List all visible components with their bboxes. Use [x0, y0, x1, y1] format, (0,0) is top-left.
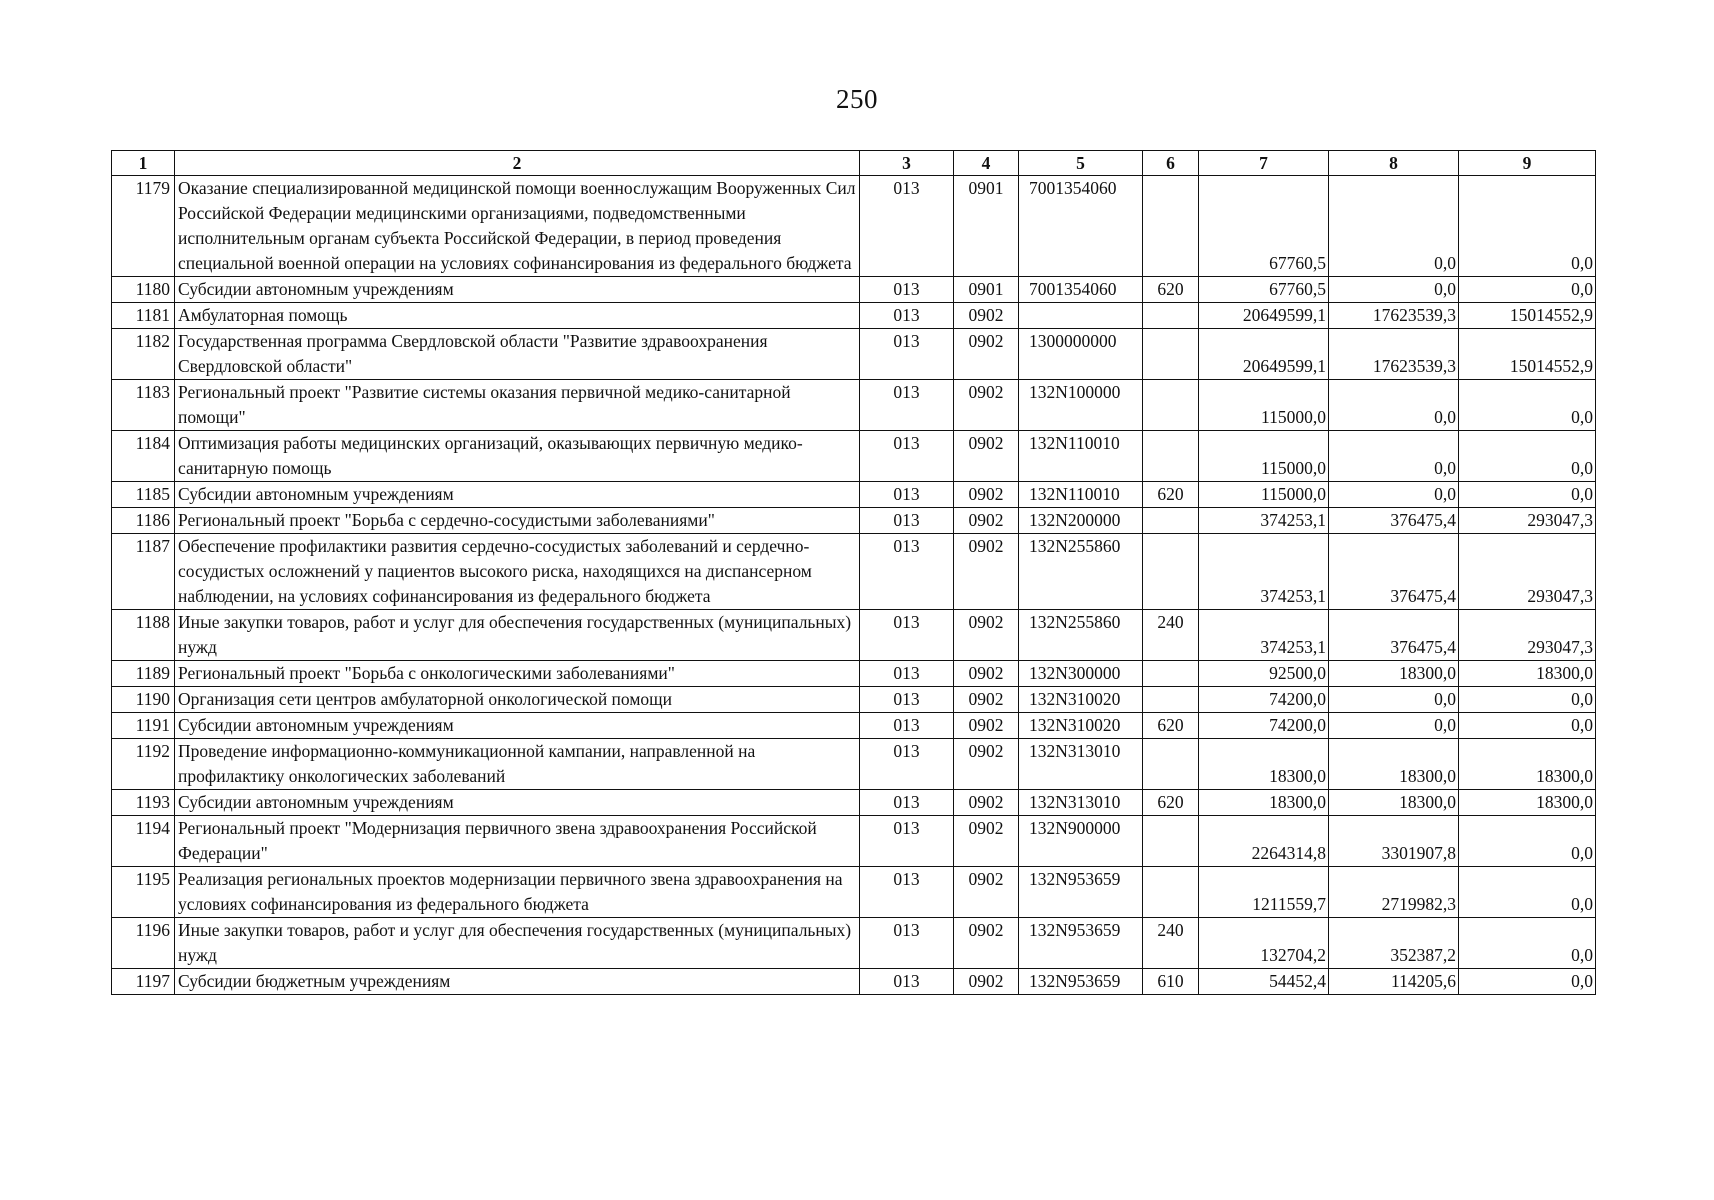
ministry-code-cell: 013: [860, 918, 954, 969]
row-number-cell: 1181: [112, 303, 175, 329]
section-code-cell: 0902: [954, 969, 1019, 995]
description-cell: Государственная программа Свердловской области "Развитие здравоохранения Свердловской области": [175, 329, 860, 380]
target-item-cell: 132N300000: [1019, 661, 1143, 687]
header-col-8: 8: [1329, 151, 1459, 176]
section-code-cell: 0902: [954, 482, 1019, 508]
section-code-cell: 0902: [954, 867, 1019, 918]
target-item-cell: 132N310020: [1019, 687, 1143, 713]
section-code-cell: 0902: [954, 610, 1019, 661]
amount-year3-cell: 15014552,9: [1459, 329, 1596, 380]
row-number-cell: 1189: [112, 661, 175, 687]
amount-year2-cell: 2719982,3: [1329, 867, 1459, 918]
amount-year2-cell: 352387,2: [1329, 918, 1459, 969]
expense-type-cell: [1143, 380, 1199, 431]
amount-year3-cell: 0,0: [1459, 431, 1596, 482]
expense-type-cell: [1143, 867, 1199, 918]
amount-year1-cell: 374253,1: [1199, 534, 1329, 610]
ministry-code-cell: 013: [860, 508, 954, 534]
row-number-cell: 1194: [112, 816, 175, 867]
amount-year2-cell: 0,0: [1329, 176, 1459, 277]
amount-year2-cell: 0,0: [1329, 380, 1459, 431]
header-row: [112, 151, 1596, 176]
amount-year1-cell: 132704,2: [1199, 918, 1329, 969]
target-item-cell: 132N313010: [1019, 739, 1143, 790]
expense-type-cell: [1143, 303, 1199, 329]
row-number-cell: 1196: [112, 918, 175, 969]
amount-year2-cell: 376475,4: [1329, 534, 1459, 610]
amount-year3-cell: 293047,3: [1459, 610, 1596, 661]
expense-type-cell: [1143, 739, 1199, 790]
ministry-code-cell: 013: [860, 431, 954, 482]
amount-year2-cell: 376475,4: [1329, 610, 1459, 661]
amount-year1-cell: 1211559,7: [1199, 867, 1329, 918]
section-code-cell: 0902: [954, 661, 1019, 687]
table-row: [112, 610, 1596, 661]
ministry-code-cell: 013: [860, 790, 954, 816]
section-code-cell: 0901: [954, 176, 1019, 277]
section-code-cell: 0902: [954, 790, 1019, 816]
target-item-cell: 132N953659: [1019, 969, 1143, 995]
header-col-4: 4: [954, 151, 1019, 176]
ministry-code-cell: 013: [860, 687, 954, 713]
amount-year1-cell: 115000,0: [1199, 380, 1329, 431]
target-item-cell: 132N310020: [1019, 713, 1143, 739]
amount-year3-cell: 0,0: [1459, 969, 1596, 995]
amount-year1-cell: 74200,0: [1199, 713, 1329, 739]
expense-type-cell: [1143, 508, 1199, 534]
description-cell: Субсидии автономным учреждениям: [175, 790, 860, 816]
row-number-cell: 1188: [112, 610, 175, 661]
row-number-cell: 1193: [112, 790, 175, 816]
target-item-cell: 7001354060: [1019, 176, 1143, 277]
table-row: [112, 790, 1596, 816]
amount-year3-cell: 0,0: [1459, 918, 1596, 969]
section-code-cell: 0902: [954, 713, 1019, 739]
ministry-code-cell: 013: [860, 277, 954, 303]
section-code-cell: 0901: [954, 277, 1019, 303]
expense-type-cell: 610: [1143, 969, 1199, 995]
table-row: [112, 687, 1596, 713]
expense-type-cell: 620: [1143, 482, 1199, 508]
section-code-cell: 0902: [954, 534, 1019, 610]
ministry-code-cell: 013: [860, 713, 954, 739]
description-cell: Иные закупки товаров, работ и услуг для обеспечения государственных (муниципальных) нужд: [175, 918, 860, 969]
amount-year1-cell: 54452,4: [1199, 969, 1329, 995]
amount-year1-cell: 18300,0: [1199, 739, 1329, 790]
amount-year1-cell: 67760,5: [1199, 176, 1329, 277]
table-row: [112, 329, 1596, 380]
description-cell: Амбулаторная помощь: [175, 303, 860, 329]
table-row: [112, 482, 1596, 508]
table-row: [112, 380, 1596, 431]
table-header: [112, 151, 1596, 176]
ministry-code-cell: 013: [860, 816, 954, 867]
section-code-cell: 0902: [954, 303, 1019, 329]
amount-year2-cell: 0,0: [1329, 277, 1459, 303]
amount-year2-cell: 18300,0: [1329, 739, 1459, 790]
section-code-cell: 0902: [954, 329, 1019, 380]
ministry-code-cell: 013: [860, 303, 954, 329]
amount-year2-cell: 114205,6: [1329, 969, 1459, 995]
ministry-code-cell: 013: [860, 739, 954, 790]
description-cell: Оказание специализированной медицинской помощи военнослужащим Вооруженных Сил Российской Федерации медицинскими организациями, подведомственными исполнительным органам субъекта Российской Федерации, в период проведения специальной военной операции на условиях софинансирования из федерального бюджета: [175, 176, 860, 277]
target-item-cell: 132N200000: [1019, 508, 1143, 534]
amount-year1-cell: 18300,0: [1199, 790, 1329, 816]
row-number-cell: 1185: [112, 482, 175, 508]
amount-year3-cell: 18300,0: [1459, 661, 1596, 687]
amount-year1-cell: 115000,0: [1199, 431, 1329, 482]
amount-year3-cell: 293047,3: [1459, 534, 1596, 610]
amount-year1-cell: 67760,5: [1199, 277, 1329, 303]
description-cell: Субсидии автономным учреждениям: [175, 277, 860, 303]
section-code-cell: 0902: [954, 739, 1019, 790]
ministry-code-cell: 013: [860, 867, 954, 918]
row-number-cell: 1192: [112, 739, 175, 790]
target-item-cell: 132N255860: [1019, 534, 1143, 610]
section-code-cell: 0902: [954, 380, 1019, 431]
row-number-cell: 1179: [112, 176, 175, 277]
target-item-cell: 1300000000: [1019, 329, 1143, 380]
target-item-cell: [1019, 303, 1143, 329]
expense-type-cell: [1143, 816, 1199, 867]
description-cell: Региональный проект "Борьба с сердечно-сосудистыми заболеваниями": [175, 508, 860, 534]
ministry-code-cell: 013: [860, 534, 954, 610]
expense-type-cell: [1143, 329, 1199, 380]
description-cell: Реализация региональных проектов модернизации первичного звена здравоохранения на условиях софинансирования из федерального бюджета: [175, 867, 860, 918]
amount-year3-cell: 0,0: [1459, 687, 1596, 713]
amount-year3-cell: 0,0: [1459, 713, 1596, 739]
expense-type-cell: [1143, 534, 1199, 610]
header-col-7: 7: [1199, 151, 1329, 176]
header-col-3: 3: [860, 151, 954, 176]
amount-year2-cell: 17623539,3: [1329, 303, 1459, 329]
row-number-cell: 1197: [112, 969, 175, 995]
header-col-5: 5: [1019, 151, 1143, 176]
target-item-cell: 7001354060: [1019, 277, 1143, 303]
ministry-code-cell: 013: [860, 610, 954, 661]
row-number-cell: 1190: [112, 687, 175, 713]
amount-year2-cell: 17623539,3: [1329, 329, 1459, 380]
amount-year2-cell: 0,0: [1329, 687, 1459, 713]
budget-table: [111, 150, 1596, 995]
target-item-cell: 132N953659: [1019, 918, 1143, 969]
amount-year1-cell: 20649599,1: [1199, 329, 1329, 380]
row-number-cell: 1191: [112, 713, 175, 739]
expense-type-cell: 620: [1143, 790, 1199, 816]
description-cell: Иные закупки товаров, работ и услуг для обеспечения государственных (муниципальных) нужд: [175, 610, 860, 661]
amount-year1-cell: 374253,1: [1199, 508, 1329, 534]
header-col-2: 2: [175, 151, 860, 176]
amount-year2-cell: 3301907,8: [1329, 816, 1459, 867]
amount-year3-cell: 0,0: [1459, 380, 1596, 431]
amount-year3-cell: 0,0: [1459, 867, 1596, 918]
target-item-cell: 132N100000: [1019, 380, 1143, 431]
expense-type-cell: [1143, 176, 1199, 277]
table-row: [112, 867, 1596, 918]
amount-year2-cell: 0,0: [1329, 482, 1459, 508]
expense-type-cell: [1143, 661, 1199, 687]
section-code-cell: 0902: [954, 431, 1019, 482]
amount-year1-cell: 2264314,8: [1199, 816, 1329, 867]
amount-year2-cell: 0,0: [1329, 713, 1459, 739]
row-number-cell: 1180: [112, 277, 175, 303]
table-row: [112, 534, 1596, 610]
table-row: [112, 739, 1596, 790]
target-item-cell: 132N110010: [1019, 431, 1143, 482]
amount-year1-cell: 374253,1: [1199, 610, 1329, 661]
amount-year3-cell: 0,0: [1459, 816, 1596, 867]
description-cell: Организация сети центров амбулаторной онкологической помощи: [175, 687, 860, 713]
target-item-cell: 132N313010: [1019, 790, 1143, 816]
table-body: [112, 176, 1596, 995]
row-number-cell: 1184: [112, 431, 175, 482]
amount-year3-cell: 18300,0: [1459, 790, 1596, 816]
amount-year3-cell: 15014552,9: [1459, 303, 1596, 329]
ministry-code-cell: 013: [860, 380, 954, 431]
section-code-cell: 0902: [954, 508, 1019, 534]
ministry-code-cell: 013: [860, 329, 954, 380]
description-cell: Оптимизация работы медицинских организаций, оказывающих первичную медико-санитарную помощь: [175, 431, 860, 482]
table-row: [112, 176, 1596, 277]
amount-year3-cell: 0,0: [1459, 277, 1596, 303]
target-item-cell: 132N110010: [1019, 482, 1143, 508]
ministry-code-cell: 013: [860, 969, 954, 995]
section-code-cell: 0902: [954, 918, 1019, 969]
amount-year2-cell: 0,0: [1329, 431, 1459, 482]
header-col-6: 6: [1143, 151, 1199, 176]
target-item-cell: 132N900000: [1019, 816, 1143, 867]
amount-year3-cell: 293047,3: [1459, 508, 1596, 534]
description-cell: Региональный проект "Развитие системы оказания первичной медико-санитарной помощи": [175, 380, 860, 431]
table-row: [112, 816, 1596, 867]
expense-type-cell: 240: [1143, 610, 1199, 661]
table-row: [112, 969, 1596, 995]
table-row: [112, 431, 1596, 482]
amount-year3-cell: 0,0: [1459, 482, 1596, 508]
table-row: [112, 303, 1596, 329]
section-code-cell: 0902: [954, 687, 1019, 713]
description-cell: Региональный проект "Борьба с онкологическими заболеваниями": [175, 661, 860, 687]
expense-type-cell: 620: [1143, 277, 1199, 303]
amount-year2-cell: 18300,0: [1329, 661, 1459, 687]
row-number-cell: 1195: [112, 867, 175, 918]
table-row: [112, 508, 1596, 534]
expense-type-cell: [1143, 431, 1199, 482]
amount-year3-cell: 0,0: [1459, 176, 1596, 277]
description-cell: Субсидии автономным учреждениям: [175, 713, 860, 739]
header-col-1: 1: [112, 151, 175, 176]
expense-type-cell: 620: [1143, 713, 1199, 739]
header-col-9: 9: [1459, 151, 1596, 176]
ministry-code-cell: 013: [860, 661, 954, 687]
table-row: [112, 713, 1596, 739]
amount-year1-cell: 20649599,1: [1199, 303, 1329, 329]
description-cell: Субсидии автономным учреждениям: [175, 482, 860, 508]
table-row: [112, 918, 1596, 969]
row-number-cell: 1183: [112, 380, 175, 431]
page-number: 250: [836, 84, 878, 114]
table-row: [112, 277, 1596, 303]
ministry-code-cell: 013: [860, 482, 954, 508]
row-number-cell: 1182: [112, 329, 175, 380]
expense-type-cell: 240: [1143, 918, 1199, 969]
expense-type-cell: [1143, 687, 1199, 713]
row-number-cell: 1187: [112, 534, 175, 610]
amount-year1-cell: 92500,0: [1199, 661, 1329, 687]
amount-year1-cell: 74200,0: [1199, 687, 1329, 713]
description-cell: Проведение информационно-коммуникационной кампании, направленной на профилактику онкологических заболеваний: [175, 739, 860, 790]
table-row: [112, 661, 1596, 687]
amount-year1-cell: 115000,0: [1199, 482, 1329, 508]
amount-year2-cell: 18300,0: [1329, 790, 1459, 816]
description-cell: Обеспечение профилактики развития сердечно-сосудистых заболеваний и сердечно-сосудистых осложнений у пациентов высокого риска, находящихся на диспансерном наблюдении, на условиях софинансирования из федерального бюджета: [175, 534, 860, 610]
amount-year2-cell: 376475,4: [1329, 508, 1459, 534]
description-cell: Региональный проект "Модернизация первичного звена здравоохранения Российской Федерации": [175, 816, 860, 867]
row-number-cell: 1186: [112, 508, 175, 534]
ministry-code-cell: 013: [860, 176, 954, 277]
description-cell: Субсидии бюджетным учреждениям: [175, 969, 860, 995]
amount-year3-cell: 18300,0: [1459, 739, 1596, 790]
target-item-cell: 132N953659: [1019, 867, 1143, 918]
target-item-cell: 132N255860: [1019, 610, 1143, 661]
section-code-cell: 0902: [954, 816, 1019, 867]
